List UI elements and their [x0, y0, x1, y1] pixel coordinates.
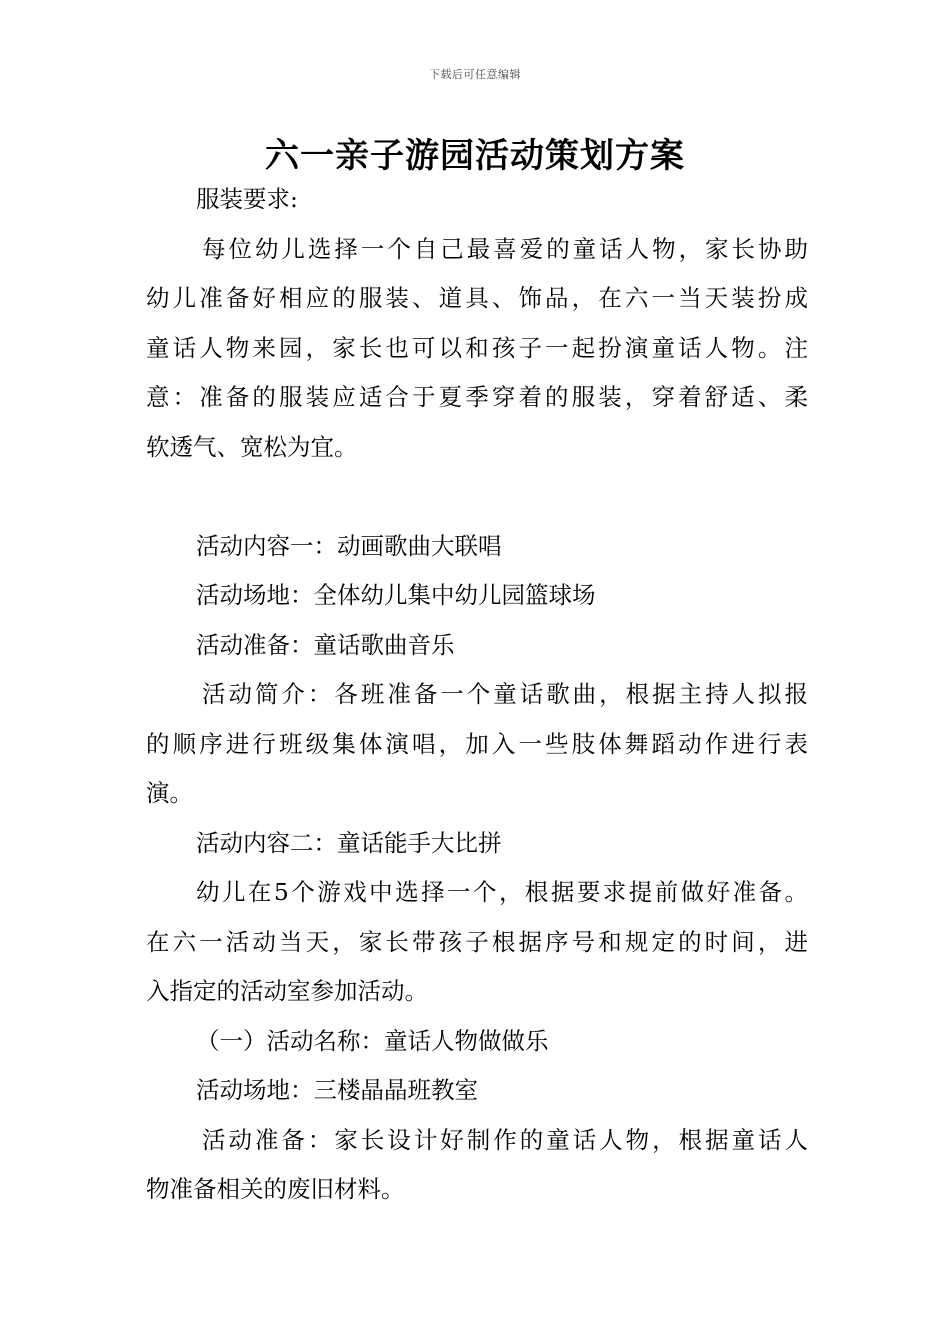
sub-activity-name: （一）活动名称：童话人物做做乐 — [196, 1026, 549, 1055]
paragraph-line: 幼儿在5个游戏中选择一个，根据要求提前做好准备。 — [196, 878, 808, 906]
paragraph-line: 幼儿准备好相应的服装、道具、饰品，在六一当天装扮成 — [146, 284, 808, 312]
sub-activity-venue: 活动场地：三楼晶晶班教室 — [196, 1076, 478, 1104]
paragraph-line: 入指定的活动室参加活动。 — [146, 977, 428, 1005]
paragraph-line: 活动准备：家长设计好制作的童话人物，根据童话人 — [202, 1125, 808, 1154]
header-note: 下载后可任意编辑 — [429, 68, 521, 81]
paragraph-line: 软透气、宽松为宜。 — [146, 432, 358, 461]
paragraph-line: 意：准备的服装应适合于夏季穿着的服装，穿着舒适、柔 — [146, 383, 808, 411]
paragraph-line: 活动简介：各班准备一个童话歌曲，根据主持人拟报 — [202, 680, 808, 708]
activity-one-prep: 活动准备：童话歌曲音乐 — [196, 630, 455, 659]
blank-line — [146, 472, 808, 522]
document-body — [146, 175, 808, 1215]
paragraph-line: 演。 — [146, 779, 193, 807]
costume-heading: 服装要求: — [196, 185, 298, 213]
activity-one-venue: 活动场地：全体幼儿集中幼儿园篮球场 — [196, 581, 596, 609]
activity-two-content: 活动内容二：童话能手大比拼 — [196, 828, 502, 857]
paragraph-line: 童话人物来园，家长也可以和孩子一起扮演童话人物。注 — [146, 333, 808, 362]
page-title: 六一亲子游园活动策划方案 — [265, 136, 685, 176]
paragraph-line: 物准备相关的废旧材料。 — [146, 1175, 405, 1203]
paragraph-line: 在六一活动当天，家长带孩子根据序号和规定的时间，进 — [146, 927, 808, 956]
paragraph-line: 的顺序进行班级集体演唱，加入一些肢体舞蹈动作进行表 — [146, 729, 808, 758]
activity-one-content: 活动内容一：动画歌曲大联唱 — [196, 531, 502, 560]
paragraph-line: 每位幼儿选择一个自己最喜爱的童话人物，家长协助 — [202, 234, 808, 263]
